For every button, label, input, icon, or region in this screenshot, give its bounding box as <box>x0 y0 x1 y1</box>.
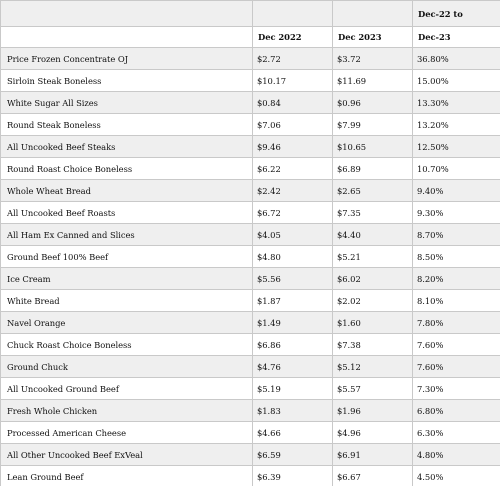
percent-change-cell: 10.70% <box>413 158 500 180</box>
percent-change-cell: 13.20% <box>413 114 500 136</box>
dec2023-price-cell: $2.02 <box>333 290 413 312</box>
item-cell: White Sugar All Sizes <box>1 92 253 114</box>
item-cell: All Ham Ex Canned and Slices <box>1 224 253 246</box>
percent-change-cell: 6.30% <box>413 422 500 444</box>
percent-change-cell: 7.60% <box>413 356 500 378</box>
dec2023-price-cell: $5.21 <box>333 246 413 268</box>
table-row <box>1 312 500 334</box>
dec2023-price-cell: $1.60 <box>333 312 413 334</box>
item-cell: Processed American Cheese <box>1 422 253 444</box>
table-row <box>1 48 500 70</box>
table-row <box>1 180 500 202</box>
item-cell: All Uncooked Beef Steaks <box>1 136 253 158</box>
item-cell: Fresh Whole Chicken <box>1 400 253 422</box>
item-cell: Price Frozen Concentrate OJ <box>1 48 253 70</box>
dec2022-price-cell: $4.80 <box>253 246 333 268</box>
dec2022-price-cell: $5.56 <box>253 268 333 290</box>
item-cell: Ground Chuck <box>1 356 253 378</box>
percent-change-cell: 12.50% <box>413 136 500 158</box>
percent-change-cell: 7.60% <box>413 334 500 356</box>
table-row <box>1 158 500 180</box>
dec2022-price-cell: $0.84 <box>253 92 333 114</box>
percent-change-cell: 36.80% <box>413 48 500 70</box>
dec2022-price-cell: $4.76 <box>253 356 333 378</box>
dec2022-price-cell: $7.06 <box>253 114 333 136</box>
item-cell: White Bread <box>1 290 253 312</box>
dec2022-price-cell: $6.72 <box>253 202 333 224</box>
dec2022-price-cell: $1.49 <box>253 312 333 334</box>
table-row <box>1 422 500 444</box>
percent-change-cell: 9.30% <box>413 202 500 224</box>
percent-change-cell: 8.70% <box>413 224 500 246</box>
item-cell: All Other Uncooked Beef ExVeal <box>1 444 253 466</box>
percent-change-cell: 7.80% <box>413 312 500 334</box>
table-row <box>1 114 500 136</box>
header-cell-dec2022: Dec 2022 <box>253 27 333 48</box>
percent-change-cell: 9.40% <box>413 180 500 202</box>
header-cell-dec2023: Dec 2023 <box>333 27 413 48</box>
dec2023-price-cell: $6.67 <box>333 466 413 486</box>
dec2022-price-cell: $2.42 <box>253 180 333 202</box>
table-row <box>1 290 500 312</box>
dec2023-price-cell: $7.35 <box>333 202 413 224</box>
dec2023-price-cell: $11.69 <box>333 70 413 92</box>
header-row-bottom <box>1 27 500 48</box>
table-body <box>1 48 500 486</box>
dec2022-price-cell: $2.72 <box>253 48 333 70</box>
item-cell: Sirloin Steak Boneless <box>1 70 253 92</box>
dec2022-price-cell: $1.87 <box>253 290 333 312</box>
dec2023-price-cell: $3.72 <box>333 48 413 70</box>
dec2022-price-cell: $9.46 <box>253 136 333 158</box>
percent-change-cell: 4.50% <box>413 466 500 486</box>
percent-change-cell: 15.00% <box>413 70 500 92</box>
header-row-top <box>1 1 500 27</box>
header-cell-item-top <box>1 1 253 27</box>
percent-change-cell: 8.20% <box>413 268 500 290</box>
percent-change-cell: 7.30% <box>413 378 500 400</box>
header-cell-change: Dec-23 <box>413 27 500 48</box>
dec2023-price-cell: $7.38 <box>333 334 413 356</box>
percent-change-cell: 8.10% <box>413 290 500 312</box>
dec2022-price-cell: $10.17 <box>253 70 333 92</box>
header-cell-dec2022-top <box>253 1 333 27</box>
table-row <box>1 246 500 268</box>
table-row <box>1 444 500 466</box>
item-cell: Whole Wheat Bread <box>1 180 253 202</box>
item-cell: Navel Orange <box>1 312 253 334</box>
percent-change-cell: 4.80% <box>413 444 500 466</box>
dec2023-price-cell: $6.91 <box>333 444 413 466</box>
dec2023-price-cell: $7.99 <box>333 114 413 136</box>
dec2023-price-cell: $6.02 <box>333 268 413 290</box>
table-row <box>1 92 500 114</box>
dec2022-price-cell: $5.19 <box>253 378 333 400</box>
table-row <box>1 466 500 486</box>
item-cell: Round Steak Boneless <box>1 114 253 136</box>
dec2023-price-cell: $1.96 <box>333 400 413 422</box>
item-cell: All Uncooked Ground Beef <box>1 378 253 400</box>
dec2023-price-cell: $6.89 <box>333 158 413 180</box>
item-cell: Ground Beef 100% Beef <box>1 246 253 268</box>
dec2022-price-cell: $6.86 <box>253 334 333 356</box>
table-row <box>1 400 500 422</box>
table-row <box>1 378 500 400</box>
dec2023-price-cell: $5.57 <box>333 378 413 400</box>
item-cell: Lean Ground Beef <box>1 466 253 486</box>
dec2022-price-cell: $6.39 <box>253 466 333 486</box>
header-cell-change-top: Dec-22 to <box>413 1 500 27</box>
table-row <box>1 334 500 356</box>
item-cell: Round Roast Choice Boneless <box>1 158 253 180</box>
table-row <box>1 136 500 158</box>
percent-change-cell: 8.50% <box>413 246 500 268</box>
table-row <box>1 202 500 224</box>
table-row <box>1 224 500 246</box>
table-row <box>1 356 500 378</box>
dec2023-price-cell: $4.96 <box>333 422 413 444</box>
dec2022-price-cell: $4.66 <box>253 422 333 444</box>
dec2022-price-cell: $4.05 <box>253 224 333 246</box>
item-cell: Ice Cream <box>1 268 253 290</box>
dec2023-price-cell: $0.96 <box>333 92 413 114</box>
table-row <box>1 70 500 92</box>
percent-change-cell: 13.30% <box>413 92 500 114</box>
dec2023-price-cell: $5.12 <box>333 356 413 378</box>
dec2023-price-cell: $10.65 <box>333 136 413 158</box>
item-cell: All Uncooked Beef Roasts <box>1 202 253 224</box>
dec2022-price-cell: $6.22 <box>253 158 333 180</box>
header-cell-dec2023-top <box>333 1 413 27</box>
table-row <box>1 268 500 290</box>
dec2022-price-cell: $1.83 <box>253 400 333 422</box>
dec2023-price-cell: $2.65 <box>333 180 413 202</box>
item-cell: Chuck Roast Choice Boneless <box>1 334 253 356</box>
percent-change-cell: 6.80% <box>413 400 500 422</box>
table-header <box>1 1 500 48</box>
dec2022-price-cell: $6.59 <box>253 444 333 466</box>
header-cell-item <box>1 27 253 48</box>
dec2023-price-cell: $4.40 <box>333 224 413 246</box>
